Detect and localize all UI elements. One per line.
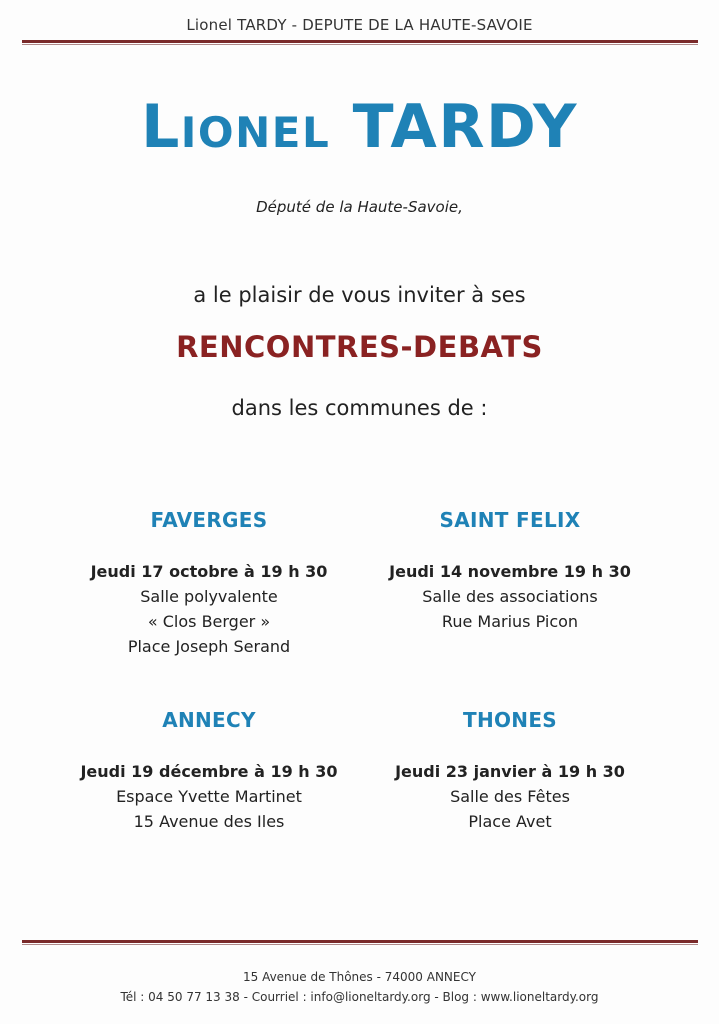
event-town: ANNECY xyxy=(162,708,256,732)
event-town: SAINT FELIX xyxy=(439,508,581,532)
event-venue: Salle des Fêtes xyxy=(450,787,570,806)
event-thones xyxy=(360,705,660,834)
event-venue: Salle des associations xyxy=(422,587,598,606)
event-address: Rue Marius Picon xyxy=(441,612,579,631)
invitation-text: a le plaisir de vous inviter à ses xyxy=(193,283,526,307)
page-title: Lionel TARDY xyxy=(141,92,578,162)
event-date: Jeudi 14 novembre 19 h 30 xyxy=(389,562,631,581)
event-venue-detail: « Clos Berger » xyxy=(147,612,271,631)
top-rule xyxy=(22,40,698,43)
event-date: Jeudi 17 octobre à 19 h 30 xyxy=(90,562,328,581)
bottom-rule xyxy=(22,940,698,943)
headline: RENCONTRES-DEBATS xyxy=(176,330,543,364)
event-address: Place Joseph Serand xyxy=(127,637,291,656)
footer-address: 15 Avenue de Thônes - 74000 ANNECY xyxy=(242,970,476,984)
event-address: 15 Avenue des Iles xyxy=(133,812,285,831)
event-address: Place Avet xyxy=(468,812,552,831)
communes-text: dans les communes de : xyxy=(231,396,488,420)
header-text: Lionel TARDY - DEPUTE DE LA HAUTE-SAVOIE xyxy=(186,16,533,34)
event-date: Jeudi 19 décembre à 19 h 30 xyxy=(80,762,338,781)
event-date: Jeudi 23 janvier à 19 h 30 xyxy=(395,762,625,781)
event-annecy xyxy=(59,705,359,834)
event-venue: Espace Yvette Martinet xyxy=(116,787,302,806)
bottom-rule-thin xyxy=(22,944,698,945)
event-town: THONES xyxy=(463,708,557,732)
event-saint-felix xyxy=(360,505,660,634)
event-faverges xyxy=(59,505,359,659)
event-venue: Salle polyvalente xyxy=(140,587,278,606)
event-town: FAVERGES xyxy=(150,508,268,532)
subtitle: Député de la Haute-Savoie, xyxy=(256,198,463,216)
footer-contact: Tél : 04 50 77 13 38 - Courriel : info@lioneltardy.org - Blog : www.lioneltardy.org xyxy=(120,990,599,1004)
top-rule-thin xyxy=(22,44,698,45)
